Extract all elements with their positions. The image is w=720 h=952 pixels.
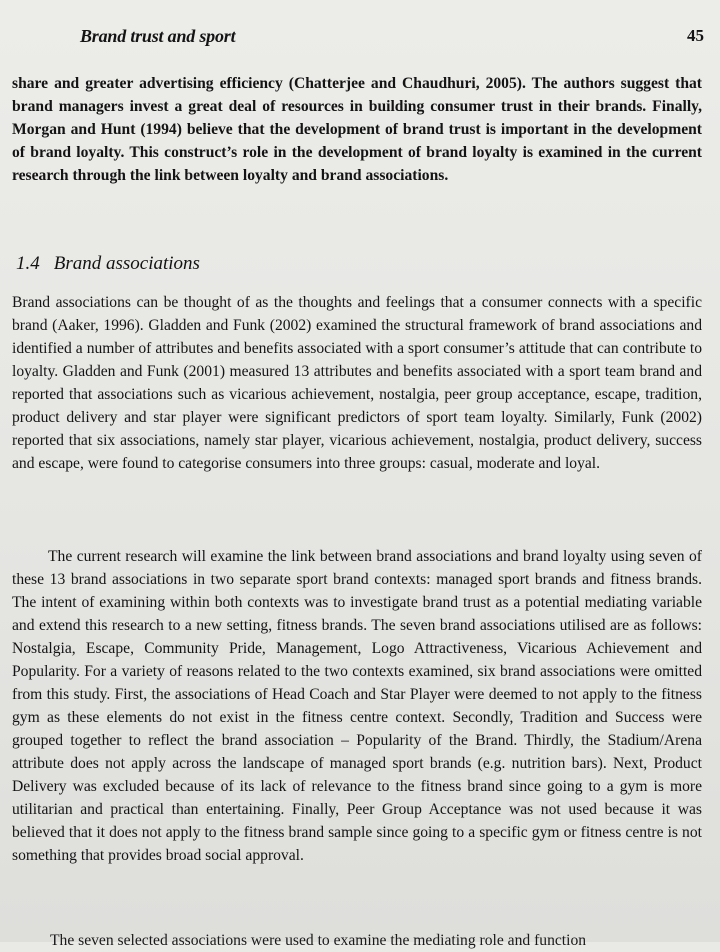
- section-title: Brand associations: [53, 253, 200, 274]
- page-number: 45: [687, 26, 704, 45]
- continued-paragraph: share and greater advertising efficiency (Chatterjee and Chaudhuri, 2005). The authors suggest that brand managers invest a great deal of resources in building consumer trust in their brands. Finally, Morgan and Hunt (1994) believe that the development of brand trust is important in the development of brand loyalty. This construct’s role in the development of brand loyalty is examined in the current research through the link between loyalty and brand associations.: [12, 75, 702, 184]
- section-heading: [16, 253, 200, 275]
- body-paragraph-1: Brand associations can be thought of as the thoughts and feelings that a consumer connects with a specific brand (Aaker, 1996). Gladden and Funk (2002) examined the structural framework of brand associations and identified a number of attributes and benefits associated with a sport consumer’s attitude that can contribute to loyalty. Gladden and Funk (2001) measured 13 attributes and benefits associated with a sport team brand and reported that associations such as vicarious achievement, nostalgia, peer group acceptance, escape, tradition, product delivery and star player were significant predictors of sport team loyalty. Similarly, Funk (2002) reported that six associations, namely star player, vicarious achievement, nostalgia, product delivery, success and escape, were found to categorise consumers into three groups: casual, moderate and loyal.: [12, 294, 702, 472]
- cut-off-line: The seven selected associations were used to examine the mediating role and function: [50, 932, 587, 949]
- section-number: 1.4: [16, 253, 40, 274]
- body-paragraph-2: The current research will examine the link between brand associations and brand loyalty using seven of these 13 brand associations in two separate sport brand contexts: managed sport brands and fitness brands. The intent of examining within both contexts was to investigate brand trust as a potential mediating variable and extend this research to a new setting, fitness brands. The seven brand associations utilised are as follows: Nostalgia, Escape, Community Pride, Management, Logo Attractiveness, Vicarious Achievement and Popularity. For a variety of reasons related to the two contexts examined, six brand associations were omitted from this study. First, the associations of Head Coach and Star Player were deemed to not apply to the fitness gym as these elements do not exist in the fitness centre context. Secondly, Tradition and Success were grouped together to reflect the brand association – Popularity of the Brand. Thirdly, the Stadium/Arena attribute does not apply across the landscape of managed sport brands (e.g. nutrition bars). Next, Product Delivery was excluded because of its lack of relevance to the fitness brand since going to a gym is more utilitarian and practical than entertaining. Finally, Peer Group Acceptance was not used because it was believed that it does not apply to the fitness brand sample since going to a specific gym or fitness centre is not something that provides broad social approval.: [12, 548, 702, 864]
- running-head-title: Brand trust and sport: [80, 26, 236, 46]
